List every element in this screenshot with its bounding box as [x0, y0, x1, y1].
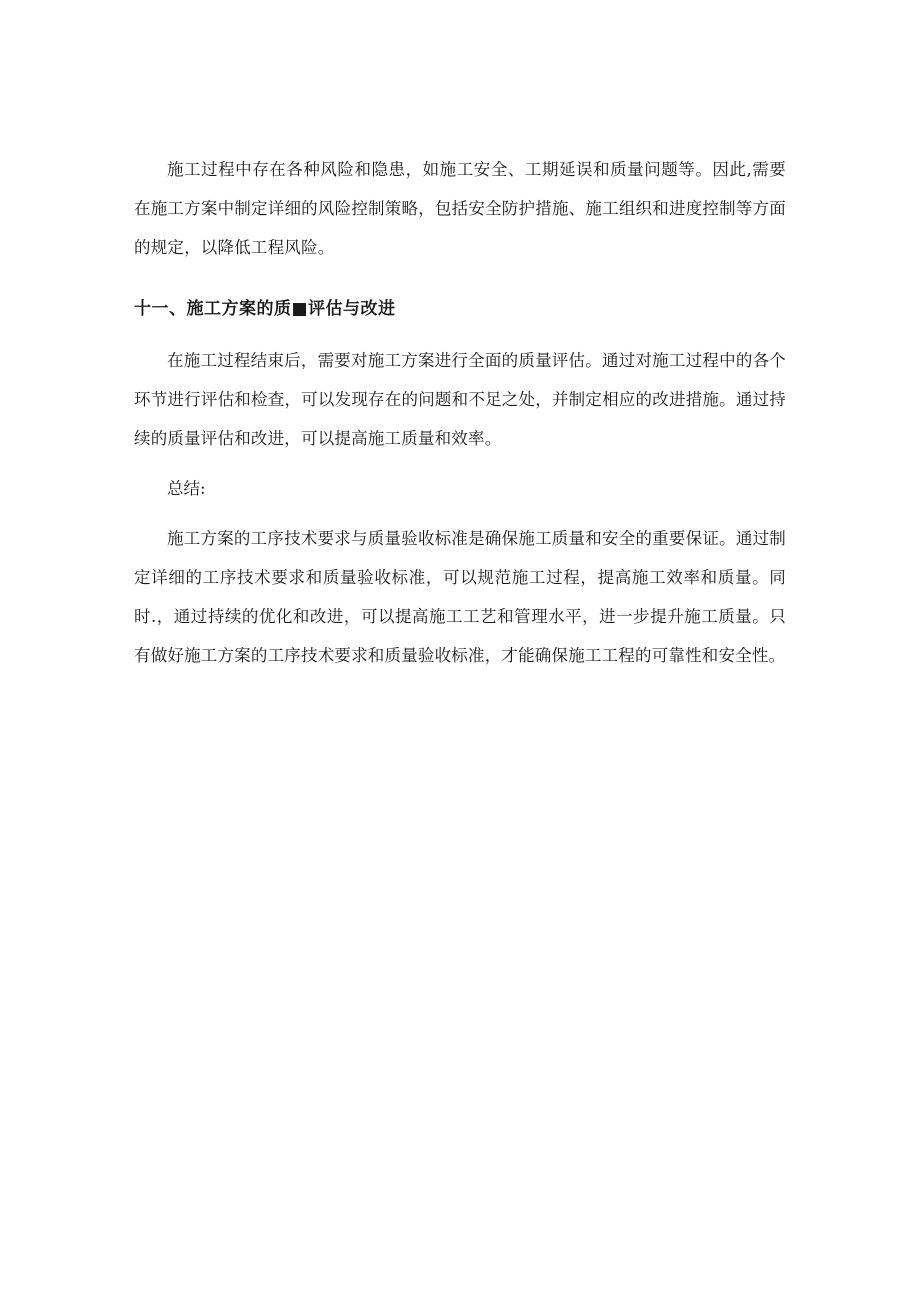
summary-label: 总结:: [167, 479, 206, 498]
document-page: [134, 150, 786, 675]
quality-evaluation-paragraph: 在施工过程结束后，需要对施工方案进行全面的质量评估。通过对施工过程中的各个环节进行评估和检查，可以发现存在的问题和不足之处，并制定相应的改进措施。通过持续的质量评估和改进，可以提高施工质量和效率。: [134, 351, 786, 448]
section-11-heading: 十一、施工方案的质■评估与改进: [134, 299, 396, 319]
risk-control-paragraph: 施工过程中存在各种风险和隐患，如施工安全、工期延误和质量问题等。因此,需要在施工方案中制定详细的风险控制策略，包括安全防护措施、施工组织和进度控制等方面的规定，以降低工程风险。: [134, 160, 786, 257]
summary-paragraph: 施工方案的工序技术要求与质量验收标准是确保施工质量和安全的重要保证。通过制定详细的工序技术要求和质量验收标准，可以规范施工过程，提高施工效率和质量。同时.，通过持续的优化和改进，可以提高施工工艺和管理水平，进一步提升施工质量。只有做好施工方案的工序技术要求和质量验收标准，才能确保施工工程的可靠性和安全性。: [134, 529, 786, 665]
